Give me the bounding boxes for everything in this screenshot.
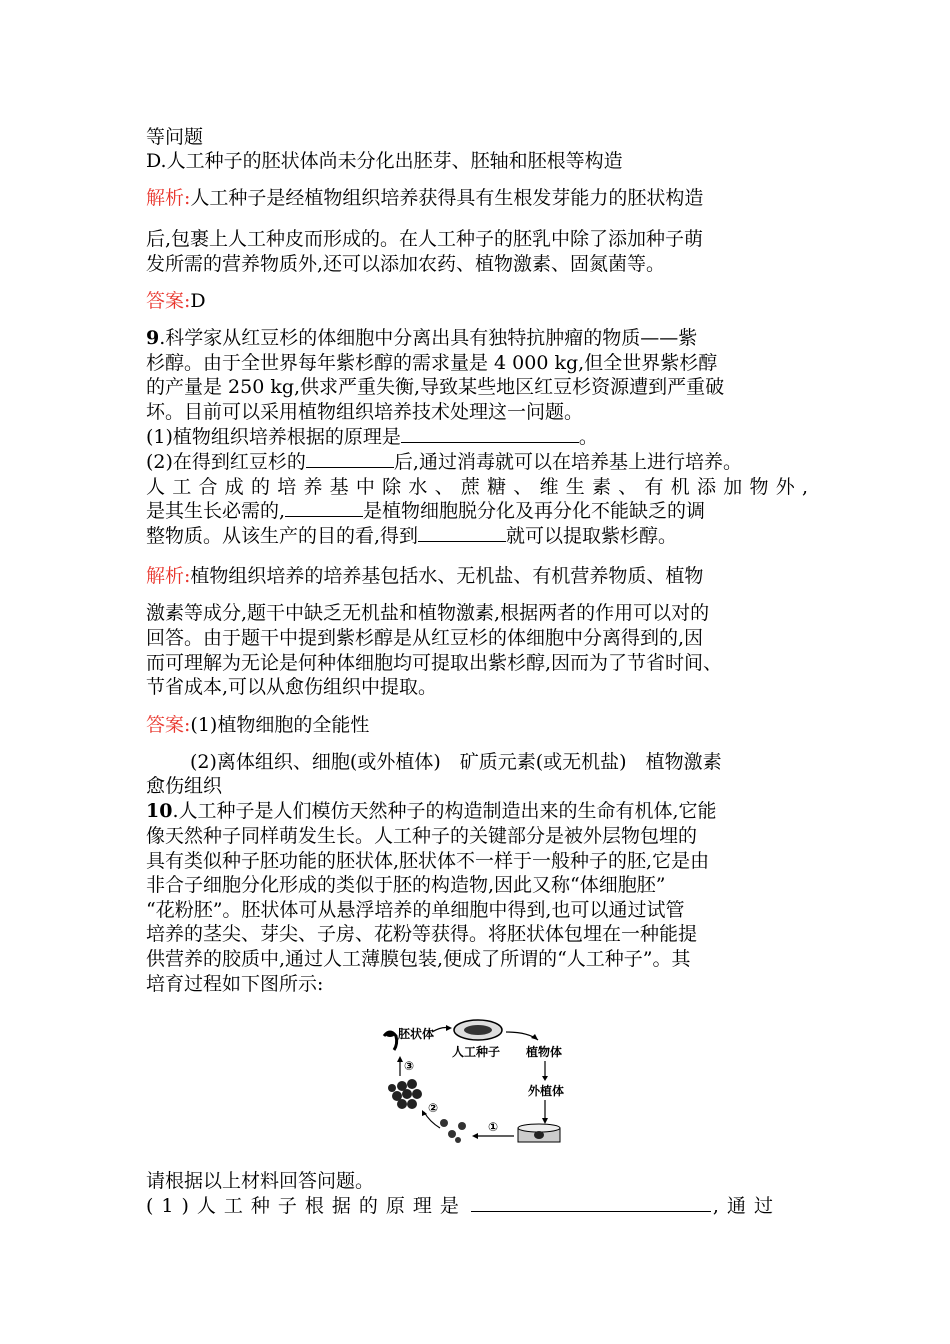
answer-blank[interactable] <box>285 498 363 517</box>
analysis-text: 而可理解为无论是何种体细胞均可提取出紫杉醇,因而为了节省时间、 <box>146 652 723 674</box>
question-text: ,通过 <box>712 1195 781 1217</box>
option-d: D.人工种子的胚状体尚未分化出胚芽、胚轴和胚根等构造 <box>146 150 623 172</box>
analysis-label: 解析: <box>146 565 191 587</box>
artificial-seed-process-diagram <box>378 1018 578 1148</box>
question-text: 是其生长必需的, <box>146 500 286 522</box>
question-text: 的产量是 250 kg,供求严重失衡,导致某些地区红豆杉资源遭到严重破 <box>146 376 725 398</box>
embryoid-icon <box>384 1031 397 1050</box>
question-text: 就可以提取紫杉醇。 <box>506 525 678 547</box>
question-text: 整物质。从该生产的目的看,得到 <box>146 525 419 547</box>
step-2-label: ② <box>428 1101 439 1115</box>
arrow-head <box>472 1133 478 1139</box>
arrow-head <box>531 1034 538 1040</box>
analysis-1 <box>146 185 703 211</box>
analysis-text: 节省成本,可以从愈伤组织中提取。 <box>146 676 438 698</box>
answer-blank[interactable] <box>306 449 394 468</box>
answer-blank[interactable] <box>401 424 579 443</box>
analysis-text: 植物组织培养的培养基包括水、无机盐、有机营养物质、植物 <box>190 565 704 587</box>
step-1-label: ① <box>488 1120 499 1134</box>
question-text: 杉醇。由于全世界每年紫杉醇的需求量是 4 000 kg,但全世界紫杉醇 <box>146 352 718 374</box>
question-text: 供营养的胶质中,通过人工薄膜包装,便成了所谓的“人工种子”。其 <box>146 948 691 970</box>
label-embryoid: 胚状体 <box>398 1027 435 1041</box>
question-number: 10 <box>146 800 173 822</box>
label-explant: 外植体 <box>528 1084 565 1098</box>
question-number: 9 <box>146 327 160 349</box>
question-text: (1)人工种子根据的原理是 <box>146 1195 467 1217</box>
question-text: 请根据以上材料回答问题。 <box>146 1170 375 1192</box>
analysis-text: 后,包裹上人工种皮而形成的。在人工种子的胚乳中除了添加种子萌 <box>146 228 704 250</box>
single-cells-icon <box>440 1119 466 1143</box>
analysis-text: 激素等成分,题干中缺乏无机盐和植物激素,根据两者的作用可以对的 <box>146 602 710 624</box>
question-text: “花粉胚”。胚状体可从悬浮培养的单细胞中得到,也可以通过试管 <box>146 899 685 921</box>
answer-value: (2)离体组织、细胞(或外植体) 矿质元素(或无机盐) 植物激素 <box>190 751 722 773</box>
question-9 <box>146 325 697 351</box>
answer-1 <box>146 288 206 314</box>
analysis-text: 回答。由于题干中提到紫杉醇是从红豆杉的体细胞中分离得到的,因 <box>146 627 704 649</box>
answer-value: (1)植物细胞的全能性 <box>190 714 370 736</box>
answer-label: 答案: <box>146 714 191 736</box>
cell-cluster-icon <box>388 1079 422 1109</box>
question-text: 人工合成的培养基中除水、蔗糖、维生素、有机添加物外, <box>146 476 808 498</box>
artificial-seed-icon <box>454 1020 502 1040</box>
culture-dish-icon <box>518 1124 560 1142</box>
arrow-head <box>397 1056 403 1062</box>
question-text: 培育过程如下图所示: <box>146 973 324 995</box>
analysis-text: 人工种子是经植物组织培养获得具有生根发芽能力的胚状构造 <box>190 187 704 209</box>
answer-label: 答案: <box>146 290 191 312</box>
question-text: .科学家从红豆杉的体细胞中分离出具有独特抗肿瘤的物质——紫 <box>159 327 698 349</box>
analysis-2 <box>146 563 703 589</box>
question-text-line <box>146 523 677 549</box>
question-text: 培养的茎尖、芽尖、子房、花粉等获得。将胚状体包埋在一种能提 <box>146 923 698 945</box>
question-text: 非合子细胞分化形成的类似于胚的构造物,因此又称“体细胞胚” <box>146 874 666 896</box>
analysis-label: 解析: <box>146 187 191 209</box>
answer-blank[interactable] <box>418 523 506 542</box>
question-part-1 <box>146 424 598 450</box>
answer-2 <box>146 712 369 738</box>
question-10 <box>146 798 717 824</box>
analysis-text: 发所需的营养物质外,还可以添加农药、植物激素、固氮菌等。 <box>146 253 666 275</box>
question-text: .人工种子是人们模仿天然种子的构造制造出来的生命有机体,它能 <box>172 800 717 822</box>
answer-blank[interactable] <box>471 1193 711 1212</box>
question-text: 像天然种子同样萌发生长。人工种子的关键部分是被外层物包埋的 <box>146 825 698 847</box>
text-line: 等问题 <box>146 126 204 148</box>
step-3-label: ③ <box>404 1059 415 1073</box>
question-text: 。 <box>578 426 598 448</box>
label-plant: 植物体 <box>526 1045 563 1059</box>
label-seed: 人工种子 <box>452 1045 501 1059</box>
answer-value: D <box>190 290 206 312</box>
question-text-line <box>146 498 705 524</box>
question-part-1 <box>146 1193 808 1219</box>
answer-value: 愈伤组织 <box>146 775 223 797</box>
arrow-head <box>446 1025 452 1031</box>
question-text: 具有类似种子胚功能的胚状体,胚状体不一样于一般种子的胚,它是由 <box>146 850 710 872</box>
arrow-head <box>542 1118 548 1124</box>
question-part-2 <box>146 449 742 475</box>
question-text: 后,通过消毒就可以在培养基上进行培养。 <box>393 451 742 473</box>
question-text: (1)植物组织培养根据的原理是 <box>146 426 401 448</box>
question-text: 坏。目前可以采用植物组织培养技术处理这一问题。 <box>146 401 584 423</box>
question-text: (2)在得到红豆杉的 <box>146 451 306 473</box>
arrow-head <box>542 1076 548 1081</box>
question-text: 是植物细胞脱分化及再分化不能缺乏的调 <box>363 500 706 522</box>
